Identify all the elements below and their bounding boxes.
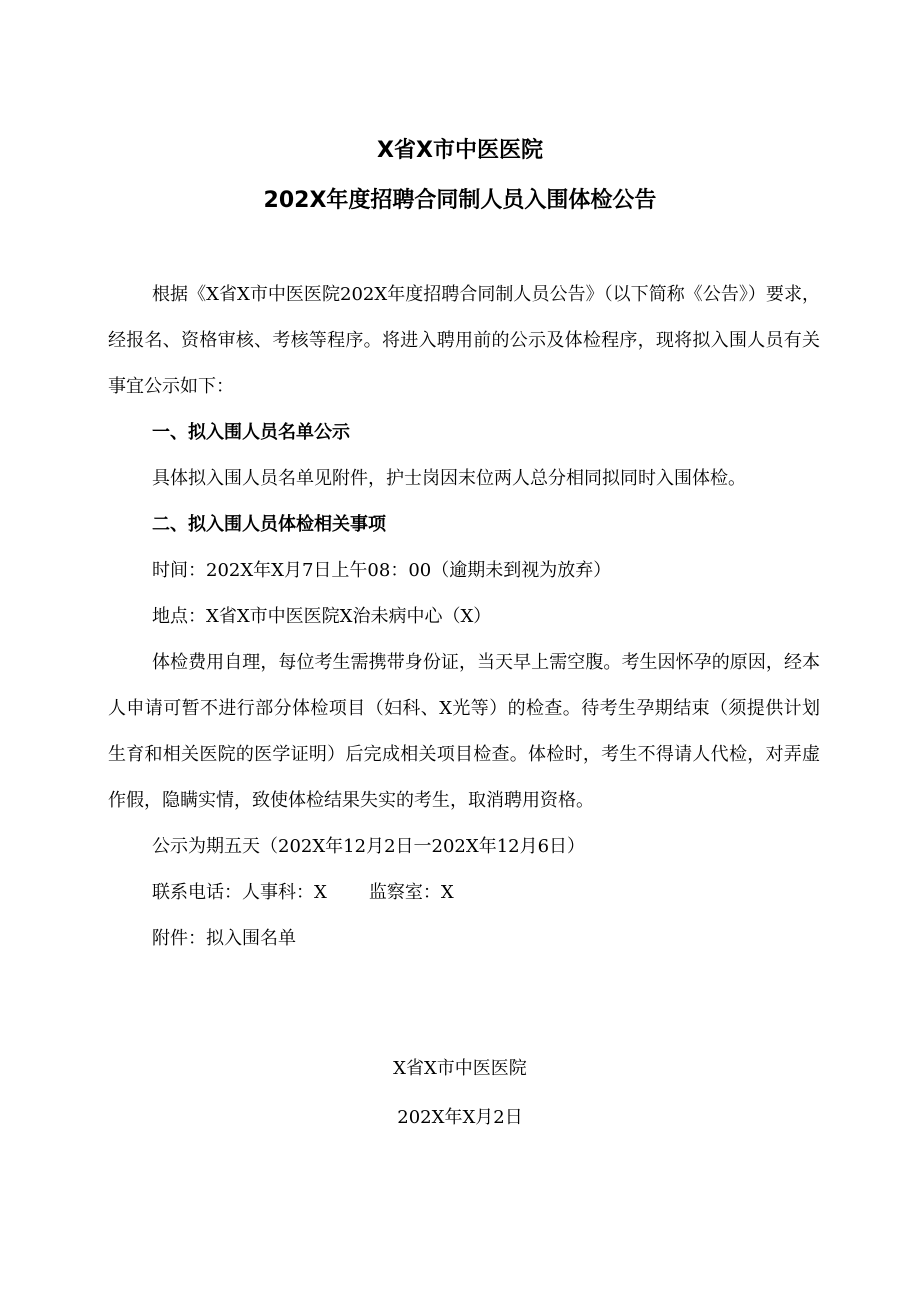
section-1-heading: 一、拟入围人员名单公示 [152, 422, 350, 443]
document-body [108, 272, 820, 962]
attachment-line: 附件：拟入围名单 [152, 928, 296, 949]
contact-line [108, 870, 820, 916]
contact-hr: 联系电话：人事科：X [152, 882, 327, 903]
signature-date: 202X年X月2日 [397, 1107, 523, 1128]
exam-notes-paragraph: 体检费用自理，每位考生需携带身份证，当天早上需空腹。考生因怀孕的原因，经本人申请可暂不进行部分体检项目（妇科、X光等）的检查。待考生孕期结束（须提供计划生育和相关医院的医学证明）后完成相关项目检查。体检时，考生不得请人代检，对弄虚作假，隐瞒实情，致使体检结果失实的考生，取消聘用资格。 [108, 652, 820, 811]
intro-paragraph: 根据《X省X市中医医院202X年度招聘合同制人员公告》（以下简称《公告》）要求，经报名、资格审核、考核等程序。将进入聘用前的公示及体检程序，现将拟入围人员有关事宜公示如下： [108, 284, 820, 397]
exam-place: 地点：X省X市中医医院X治未病中心（X） [152, 606, 492, 627]
signature-organization: X省X市中医医院 [393, 1058, 527, 1079]
section-2-heading: 二、拟入围人员体检相关事项 [152, 514, 386, 535]
section-1-text: 具体拟入围人员名单见附件，护士岗因末位两人总分相同拟同时入围体检。 [152, 468, 746, 489]
document-title-notice: 202X年度招聘合同制人员入围体检公告 [263, 188, 657, 213]
exam-time: 时间：202X年X月7日上午08：00（逾期未到视为放弃） [152, 560, 612, 581]
contact-supervision: 监察室：X [368, 882, 454, 903]
document-title-hospital: X省X市中医医院 [377, 138, 543, 163]
publicity-period: 公示为期五天（202X年12月2日一202X年12月6日） [152, 836, 586, 857]
